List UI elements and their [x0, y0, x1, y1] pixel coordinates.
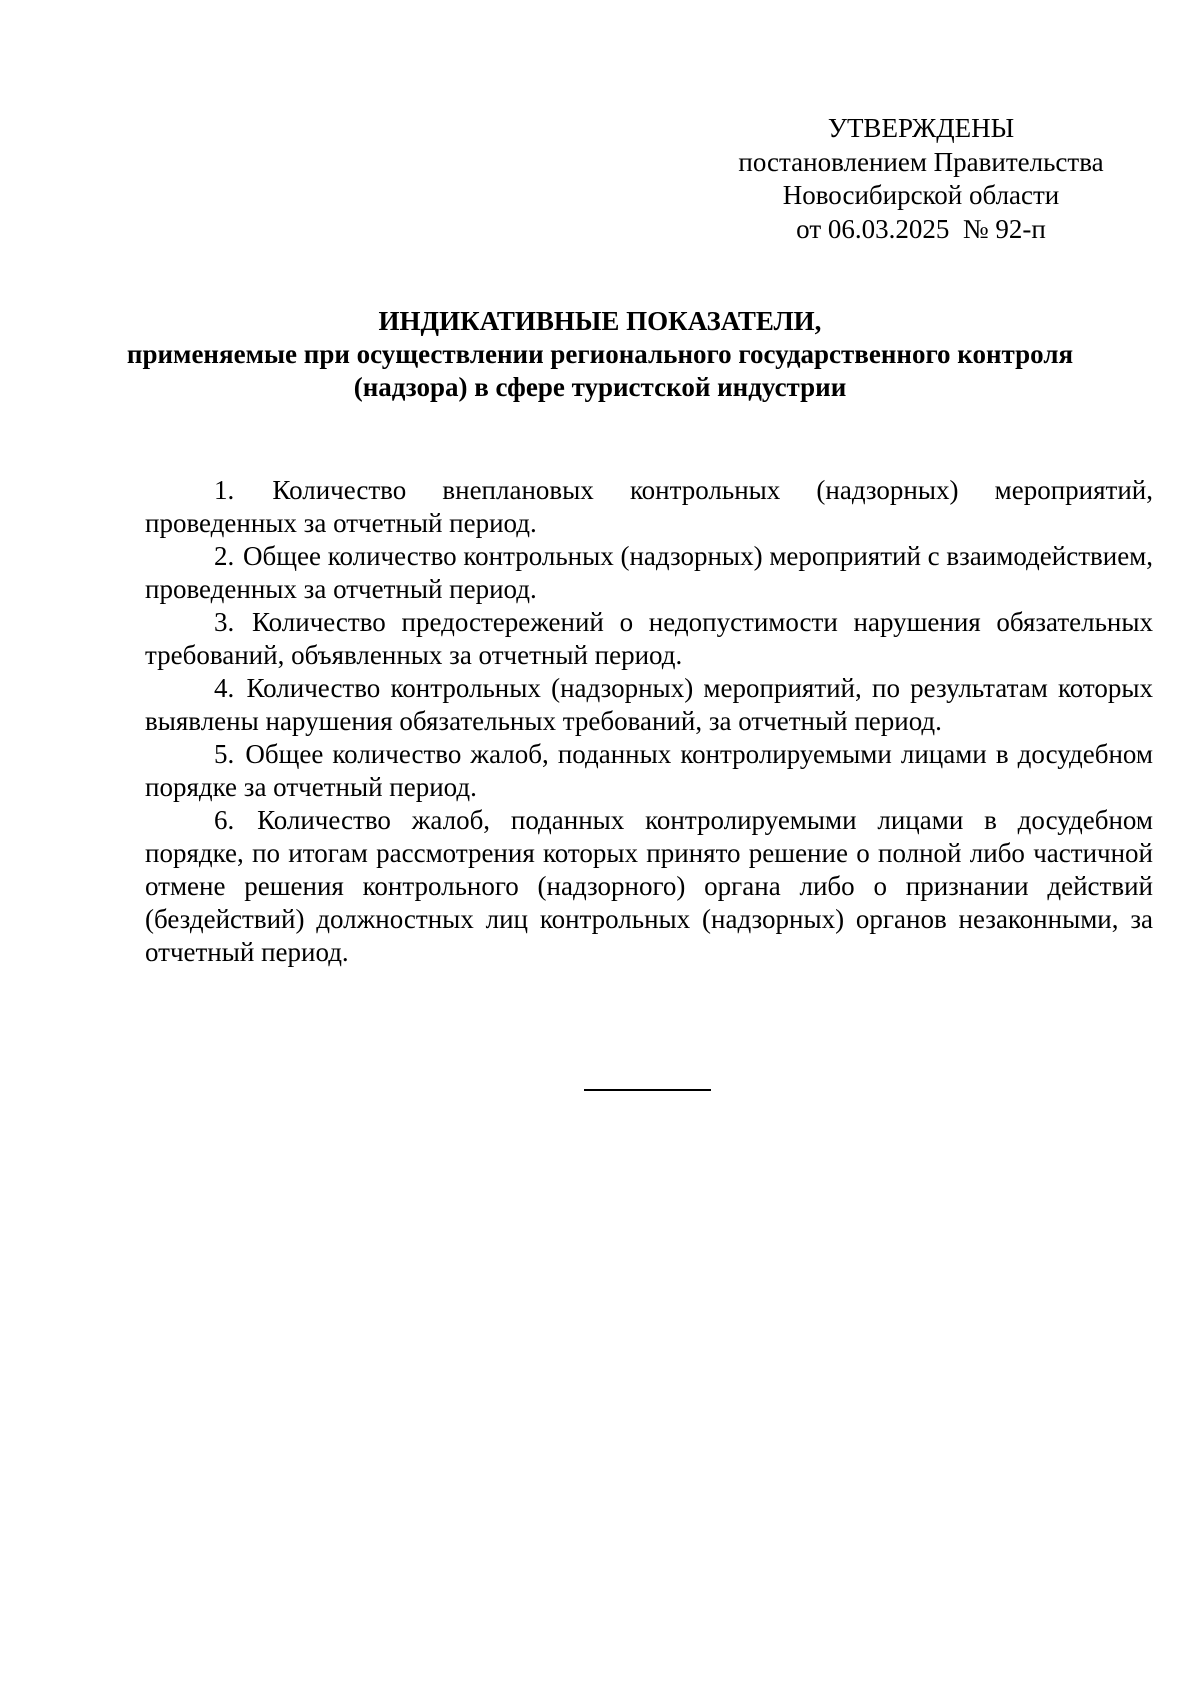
approval-line-approved: УТВЕРЖДЕНЫ	[827, 113, 1015, 143]
item-number: 1.	[214, 475, 235, 505]
list-item	[145, 738, 1153, 804]
item-text: Общее количество контрольных (надзорных) мероприятий с взаимодействием, проведенных за отчетный период.	[145, 541, 1154, 604]
item-text: Количество предостережений о недопустимости нарушения обязательных требований, объявленных за отчетный период.	[145, 607, 1153, 670]
item-number: 5.	[214, 739, 235, 769]
item-text: Количество внеплановых контрольных (надзорных) мероприятий, проведенных за отчетный период.	[145, 475, 1153, 538]
item-text: Количество жалоб, поданных контролируемыми лицами в досудебном порядке, по итогам рассмотрения которых принято решение о полной либо частичной отмене решения контрольного (надзорного) органа либо о признании действий (бездействий) должностных лиц контрольных (надзорных) органов незаконными, за отчетный период.	[145, 805, 1153, 967]
approval-line-date-number: от 06.03.2025 № 92-п	[796, 213, 1046, 244]
document-title	[100, 305, 1100, 404]
item-number: 2.	[214, 541, 235, 571]
list-item	[145, 540, 1153, 606]
title-subtitle-line-1: применяемые при осуществлении регионального государственного контроля	[126, 339, 1074, 369]
title-subtitle-line-2: (надзора) в сфере туристской индустрии	[353, 372, 847, 402]
indicator-list	[145, 474, 1153, 969]
item-text: Общее количество жалоб, поданных контролируемыми лицами в досудебном порядке за отчетный период.	[145, 739, 1153, 802]
list-item	[145, 474, 1153, 540]
list-item	[145, 672, 1153, 738]
approval-line-resolution: постановлением Правительства	[738, 146, 1104, 177]
approval-stamp	[690, 112, 1152, 246]
item-text: Количество контрольных (надзорных) мероприятий, по результатам которых выявлены нарушения обязательных требований, за отчетный период.	[145, 673, 1153, 736]
item-number: 4.	[214, 673, 235, 703]
item-number: 3.	[214, 607, 235, 637]
list-item	[145, 804, 1153, 969]
item-number: 6.	[214, 805, 235, 835]
approval-line-region: Новосибирской области	[782, 180, 1060, 210]
end-divider	[584, 1089, 711, 1091]
list-item	[145, 606, 1153, 672]
title-heading: ИНДИКАТИВНЫЕ ПОКАЗАТЕЛИ,	[378, 306, 822, 336]
